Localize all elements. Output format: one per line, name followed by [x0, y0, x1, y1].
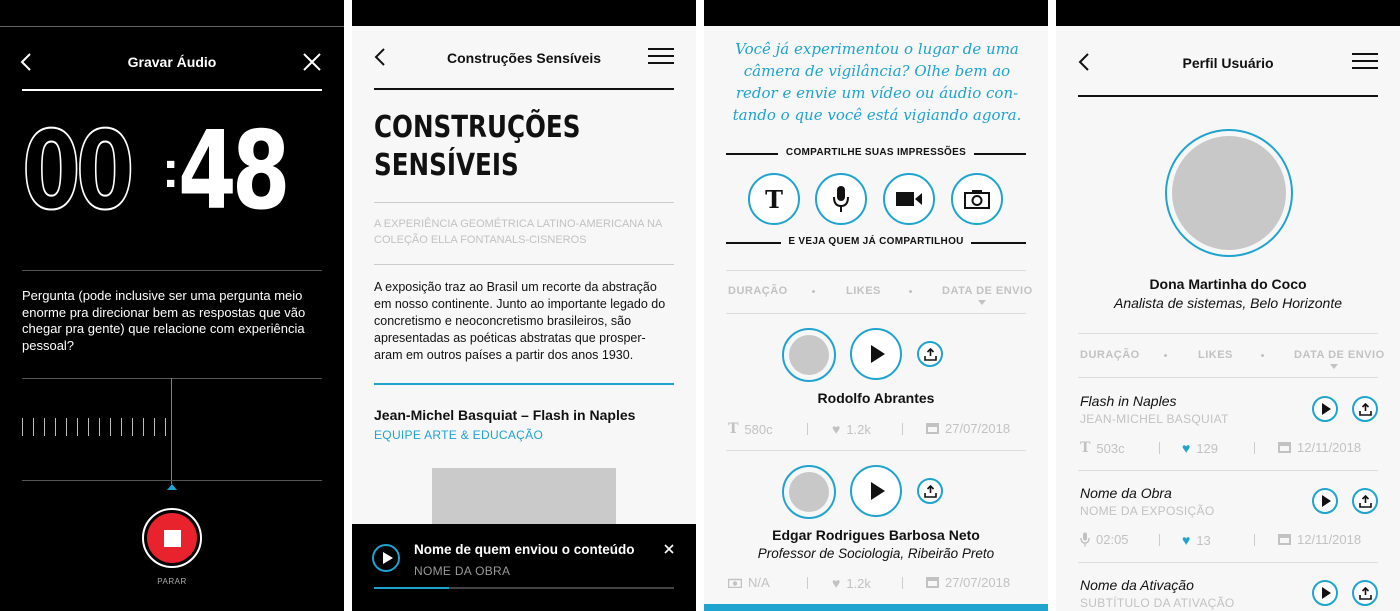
article-team[interactable]: EQUIPE ARTE & EDUCAÇÃO — [374, 428, 544, 442]
sort-duration[interactable]: DURAÇÃO — [1080, 349, 1140, 361]
item-title[interactable]: Flash in Naples — [1080, 393, 1177, 409]
heart-icon: ♥ — [832, 421, 841, 437]
share-video-button[interactable] — [883, 173, 935, 225]
share-screen — [704, 0, 1048, 611]
sort-likes[interactable]: LIKES — [846, 285, 881, 297]
meta-separator — [807, 423, 808, 435]
share-heading-rule-right — [974, 153, 1026, 155]
entry-name: Edgar Rodrigues Barbosa Neto — [772, 527, 980, 543]
play-icon — [871, 345, 885, 363]
play-icon — [1322, 587, 1331, 599]
heart-icon: ♥ — [832, 575, 841, 591]
item-subtitle: JEAN-MICHEL BASQUIAT — [1080, 412, 1229, 426]
header-divider — [374, 88, 674, 90]
header-divider — [1078, 95, 1378, 97]
upload-icon — [1359, 495, 1372, 508]
meta-separator — [902, 577, 903, 589]
sort-separator — [812, 290, 815, 293]
profile-screen — [1056, 0, 1400, 611]
playhead-marker — [167, 484, 177, 490]
item-size: 02:05 — [1080, 532, 1129, 547]
sort-date[interactable]: DATA DE ENVIO — [942, 285, 1033, 297]
share-button[interactable] — [1352, 488, 1378, 514]
divider — [726, 450, 1026, 451]
player-progress — [374, 587, 449, 589]
entry-likes: ♥ 1.2k — [832, 575, 871, 591]
share-heading: COMPARTILHE SUAS IMPRESSÕES — [785, 147, 967, 158]
player-track[interactable] — [374, 587, 674, 589]
divider — [1078, 470, 1378, 471]
stop-icon — [164, 530, 181, 547]
play-icon — [1322, 403, 1331, 415]
play-icon — [871, 482, 885, 500]
header-divider — [22, 89, 322, 91]
status-bar — [352, 0, 696, 26]
divider — [374, 202, 674, 203]
entry-date: 27/07/2018 — [926, 575, 1010, 590]
heart-icon: ♥ — [1182, 440, 1191, 456]
item-likes: ♥ 129 — [1182, 440, 1219, 456]
share-button[interactable] — [1352, 396, 1378, 422]
sort-caret-icon — [1330, 364, 1338, 369]
item-title[interactable]: Nome da Obra — [1080, 485, 1172, 501]
mini-player[interactable] — [352, 524, 696, 611]
photo-camera-icon — [964, 189, 990, 209]
timer-seconds: 48 — [178, 109, 286, 234]
user-name: Dona Martinha do Coco — [1149, 276, 1307, 292]
text-icon: T — [765, 184, 783, 214]
share-button[interactable] — [917, 341, 943, 367]
sort-date[interactable]: DATA DE ENVIO — [1294, 349, 1385, 361]
meta-separator — [807, 577, 808, 589]
playhead — [171, 378, 172, 484]
article-title[interactable]: Jean-Michel Basquiat – Flash in Naples — [374, 407, 636, 423]
page-title: Gravar Áudio — [127, 54, 217, 70]
item-date: 12/11/2018 — [1278, 532, 1361, 547]
divider — [726, 313, 1026, 314]
artwork-image — [432, 468, 616, 528]
close-button[interactable] — [662, 542, 676, 556]
waveform — [22, 418, 172, 436]
share-text-button[interactable] — [748, 173, 800, 225]
item-subtitle: NOME DA EXPOSIÇÃO — [1080, 504, 1215, 518]
exhibition-headline-line2: SENSÍVEIS — [374, 148, 519, 183]
play-button[interactable] — [1312, 580, 1338, 606]
item-likes: ♥ 13 — [1182, 532, 1211, 548]
divider — [22, 270, 322, 271]
item-subtitle: SUBTÍTULO DA ATIVAÇÃO — [1080, 596, 1235, 610]
calendar-icon — [1278, 442, 1291, 453]
sort-caret-icon — [978, 300, 986, 305]
menu-icon[interactable] — [1352, 48, 1378, 74]
share-button[interactable] — [1352, 580, 1378, 606]
text-icon: T — [1080, 440, 1091, 456]
item-title[interactable]: Nome da Ativação — [1080, 577, 1194, 593]
item-date: 12/11/2018 — [1278, 440, 1361, 455]
accent-divider — [374, 383, 674, 385]
user-role: Analista de sistemas, Belo Horizonte — [1114, 295, 1342, 311]
see-heading: E VEJA QUEM JÁ COMPARTILHOU — [788, 236, 964, 247]
video-camera-icon — [895, 190, 923, 208]
sort-separator — [1261, 354, 1264, 357]
sort-separator — [909, 290, 912, 293]
top-divider — [0, 26, 344, 27]
exhibition-headline-line1: CONSTRUÇÕES — [374, 110, 581, 145]
waveform-bottom-line — [22, 480, 322, 481]
divider — [1078, 377, 1378, 378]
entry-role: Professor de Sociologia, Ribeirão Preto — [757, 546, 995, 561]
photo-camera-icon — [728, 577, 742, 588]
share-heading-rule-left — [726, 153, 778, 155]
page-title: Construções Sensíveis — [446, 50, 602, 66]
prompt-text: Você já experimentou o lugar de uma câmera de vigilância? Olhe bem ao redor e envie um vídeo ou áudio con-tando o que você está vigiando agora. — [732, 40, 1022, 124]
sort-duration[interactable]: DURAÇÃO — [728, 285, 788, 297]
record-audio-screen — [0, 0, 344, 611]
divider — [374, 264, 674, 265]
bottom-accent-bar — [704, 604, 1048, 611]
page-title: Perfil Usuário — [1182, 55, 1274, 71]
upload-icon — [924, 348, 937, 361]
timer-separator: : — [162, 141, 180, 199]
item-size: T 503c — [1080, 440, 1125, 456]
sort-separator — [1164, 354, 1167, 357]
divider — [726, 270, 1026, 271]
sort-likes[interactable]: LIKES — [1198, 349, 1233, 361]
profile-avatar[interactable] — [1165, 129, 1293, 257]
status-bar — [1056, 0, 1400, 26]
timer-minutes: 00 — [22, 109, 130, 234]
stop-button[interactable] — [142, 508, 202, 568]
entry-size: T 580c — [728, 421, 773, 437]
share-photo-button[interactable] — [951, 173, 1003, 225]
divider — [1078, 333, 1378, 334]
play-button[interactable] — [850, 465, 902, 517]
entry-likes: ♥ 1.2k — [832, 421, 871, 437]
play-button[interactable] — [1312, 396, 1338, 422]
play-button[interactable] — [850, 328, 902, 380]
meta-separator — [1254, 534, 1255, 546]
player-subtitle: NOME DA OBRA — [414, 564, 511, 578]
exhibition-screen — [352, 0, 696, 611]
exhibition-description: A exposição traz ao Brasil um recorte da abstração em nosso continente. Junto ao importante legado do concretismo e neoconcretismo brasileiros, são apresentadas as poéticas abstratas que prosper-aram em outros países a partir dos anos 1930. — [374, 280, 666, 362]
play-icon — [1322, 495, 1331, 507]
microphone-icon — [1080, 532, 1090, 547]
play-icon — [383, 552, 393, 564]
entry-name: Rodolfo Abrantes — [817, 390, 935, 406]
divider — [1078, 562, 1378, 563]
play-button[interactable] — [1312, 488, 1338, 514]
avatar[interactable] — [782, 465, 836, 519]
calendar-icon — [1278, 534, 1291, 545]
see-heading-rule-left — [726, 242, 781, 244]
calendar-icon — [926, 577, 939, 588]
meta-separator — [902, 423, 903, 435]
microphone-icon — [832, 185, 850, 213]
meta-separator — [1159, 534, 1160, 546]
entry-size: N/A — [728, 575, 770, 590]
meta-separator — [1159, 442, 1160, 454]
meta-separator — [1254, 442, 1255, 454]
close-button[interactable] — [300, 50, 324, 74]
share-button[interactable] — [917, 478, 943, 504]
close-icon — [303, 53, 321, 71]
see-heading-rule-right — [971, 242, 1026, 244]
upload-icon — [1359, 587, 1372, 600]
waveform-top-line — [22, 378, 322, 379]
question-text: Pergunta (pode inclusive ser uma pergunta meio enorme pra direcionar bem as respostas que vão chegar pra gente) que relacione com experiência pessoal? — [22, 288, 306, 353]
exhibition-subtitle: A EXPERIÊNCIA GEOMÉTRICA LATINO-AMERICANA NA COLEÇÃO ELLA FONTANALS-CISNEROS — [374, 218, 662, 246]
status-bar — [704, 0, 1048, 26]
stop-label: PARAR — [157, 577, 187, 586]
calendar-icon — [926, 423, 939, 434]
stop-button-fill — [147, 513, 197, 563]
player-title: Nome de quem enviou o conteúdo — [414, 542, 635, 557]
upload-icon — [924, 485, 937, 498]
upload-icon — [1359, 403, 1372, 416]
close-icon — [664, 544, 674, 554]
text-icon: T — [728, 421, 739, 437]
avatar[interactable] — [782, 328, 836, 382]
menu-icon[interactable] — [648, 43, 674, 69]
heart-icon: ♥ — [1182, 532, 1191, 548]
play-button[interactable] — [372, 544, 400, 572]
entry-date: 27/07/2018 — [926, 421, 1010, 436]
share-audio-button[interactable] — [815, 173, 867, 225]
